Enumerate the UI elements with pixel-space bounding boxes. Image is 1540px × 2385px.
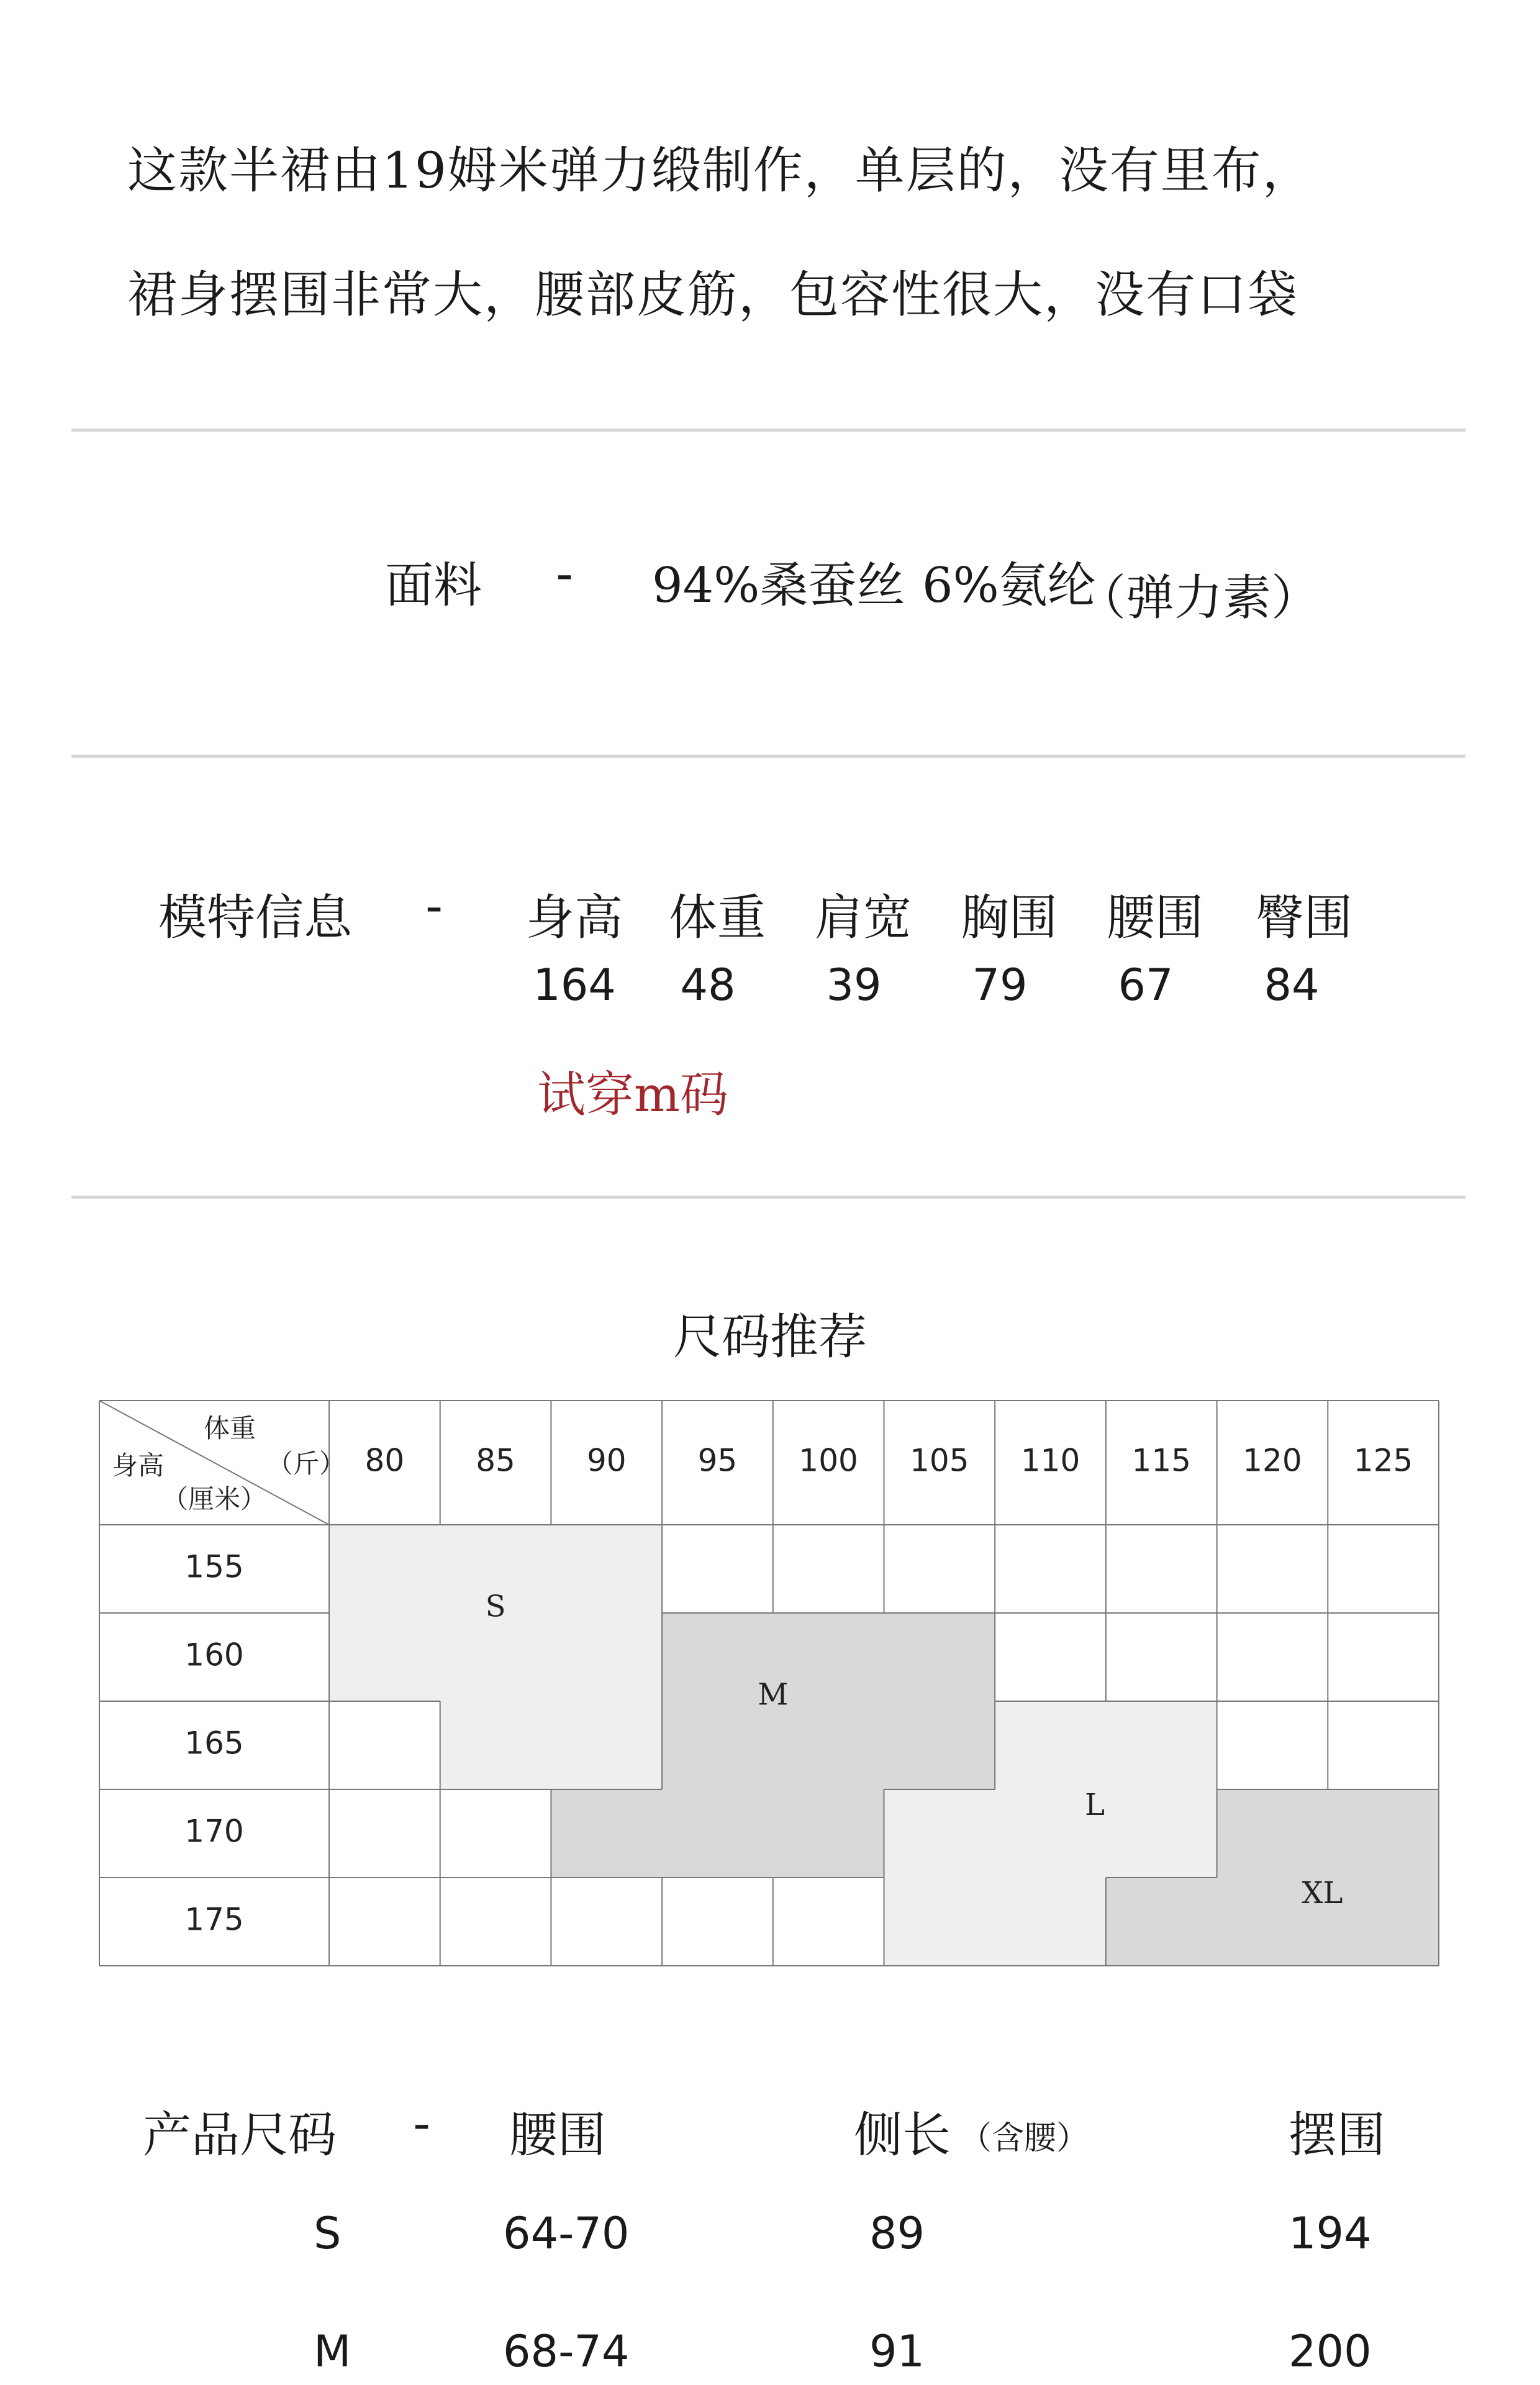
- product-row-hem: 200: [1289, 2326, 1372, 2377]
- model-header-weight: 体重: [668, 890, 766, 946]
- size-zone-cell-m: [773, 1613, 884, 1701]
- weight-header: 95: [697, 1442, 738, 1479]
- model-value-bust: 79: [972, 960, 1028, 1011]
- size-zone-cell-m: [884, 1701, 995, 1789]
- fabric-spandex-note: （弹力素）: [1077, 570, 1320, 626]
- model-dash: -: [425, 879, 443, 935]
- product-col-length: 侧长: [854, 2107, 951, 2163]
- weight-header: 80: [365, 1442, 405, 1479]
- size-zone-cell-l: [1106, 1701, 1217, 1789]
- size-zone-cell-s: [440, 1613, 551, 1701]
- size-zone-cell-l: [884, 1878, 995, 1966]
- size-zone-cell-m: [773, 1701, 884, 1789]
- model-try-on-note: 试穿m码: [537, 1067, 728, 1123]
- size-chart-grid: [99, 1401, 1439, 1966]
- size-zone-cell-s: [551, 1525, 662, 1613]
- size-zone-cell-xl: [1328, 1789, 1439, 1878]
- product-dash: -: [413, 2096, 431, 2152]
- size-zone-cell-m: [884, 1613, 995, 1701]
- size-zone-cell-s: [551, 1701, 662, 1789]
- fabric-dash: -: [556, 547, 574, 602]
- model-label: 模特信息: [158, 890, 353, 946]
- size-zone-cell-m: [662, 1789, 773, 1878]
- product-col-length-note: （含腰）: [959, 2120, 1089, 2157]
- product-col-waist: 腰围: [509, 2107, 607, 2163]
- size-chart-title: 尺码推荐: [673, 1309, 867, 1365]
- size-zone-cell-s: [329, 1613, 440, 1701]
- size-zone-cell-xl: [1106, 1878, 1217, 1966]
- weight-header: 110: [1020, 1442, 1080, 1479]
- weight-header: 125: [1353, 1442, 1413, 1479]
- size-zone-cell-s: [551, 1613, 662, 1701]
- size-zone-label: XL: [1302, 1875, 1343, 1910]
- fabric-silk: 94%桑蚕丝: [652, 558, 905, 614]
- model-value-height: 164: [533, 960, 616, 1011]
- weight-header: 100: [799, 1442, 858, 1479]
- corner-height-unit: （厘米）: [161, 1484, 267, 1514]
- weight-header: 105: [910, 1442, 969, 1479]
- corner-weight-unit: （斤）: [267, 1448, 346, 1479]
- product-size-label: 产品尺码: [143, 2107, 337, 2163]
- product-col-hem: 摆围: [1289, 2107, 1386, 2163]
- size-zone-cell-l: [995, 1878, 1106, 1966]
- corner-height-label: 身高: [112, 1450, 165, 1481]
- height-label: 165: [184, 1725, 244, 1761]
- product-row-size: M: [314, 2326, 351, 2377]
- size-zone-label: S: [485, 1589, 506, 1624]
- height-label: 155: [184, 1548, 244, 1585]
- size-zone-cell-m: [662, 1701, 773, 1789]
- size-zone-cell-s: [329, 1525, 440, 1613]
- model-value-hip: 84: [1264, 960, 1320, 1011]
- model-header-height: 身高: [525, 890, 623, 946]
- model-header-hip: 臀围: [1255, 890, 1352, 946]
- size-zone-cell-xl: [1217, 1789, 1328, 1878]
- model-header-waist: 腰围: [1106, 890, 1203, 946]
- product-row-hem: 194: [1289, 2208, 1372, 2259]
- divider: [71, 429, 1465, 432]
- weight-header: 115: [1131, 1442, 1191, 1479]
- intro-line-2: 裙身摆围非常大，腰部皮筋，包容性很大，没有口袋: [127, 266, 1298, 324]
- size-chart: [99, 1401, 1439, 1966]
- weight-header: 85: [476, 1442, 515, 1479]
- size-zone-label: M: [758, 1677, 789, 1712]
- intro-line-1: 这款半裙由19姆米弹力缎制作，单层的，没有里布，: [127, 142, 1313, 199]
- height-label: 160: [184, 1637, 244, 1673]
- height-label: 175: [184, 1901, 244, 1938]
- divider: [71, 1196, 1465, 1199]
- product-row-waist: 64-70: [503, 2208, 630, 2259]
- product-row-waist: 68-74: [503, 2326, 630, 2377]
- product-row-length: 89: [869, 2208, 925, 2259]
- size-zone-cell-l: [1106, 1789, 1217, 1878]
- size-zone-cell-xl: [1328, 1878, 1439, 1966]
- size-zone-cell-m: [551, 1789, 662, 1878]
- size-zone-cell-s: [440, 1701, 551, 1789]
- size-zone-cell-m: [662, 1613, 773, 1701]
- fabric-label: 面料: [385, 558, 482, 614]
- corner-weight-label: 体重: [203, 1413, 256, 1443]
- size-zone-label: L: [1085, 1787, 1105, 1822]
- model-header-shoulder: 肩宽: [814, 890, 912, 946]
- size-zone-cell-m: [773, 1789, 884, 1878]
- product-row-length: 91: [869, 2326, 925, 2377]
- divider: [71, 755, 1465, 758]
- model-value-waist: 67: [1118, 960, 1174, 1011]
- model-header-bust: 胸围: [960, 890, 1058, 946]
- model-value-weight: 48: [680, 960, 736, 1011]
- size-zone-cell-l: [884, 1789, 995, 1878]
- product-row-size: S: [314, 2208, 342, 2259]
- weight-header: 120: [1243, 1442, 1302, 1479]
- fabric-spandex: 6%氨纶: [922, 558, 1096, 614]
- model-value-shoulder: 39: [826, 960, 882, 1011]
- size-zone-cell-l: [995, 1701, 1106, 1789]
- height-label: 170: [184, 1813, 244, 1850]
- weight-header: 90: [586, 1442, 627, 1479]
